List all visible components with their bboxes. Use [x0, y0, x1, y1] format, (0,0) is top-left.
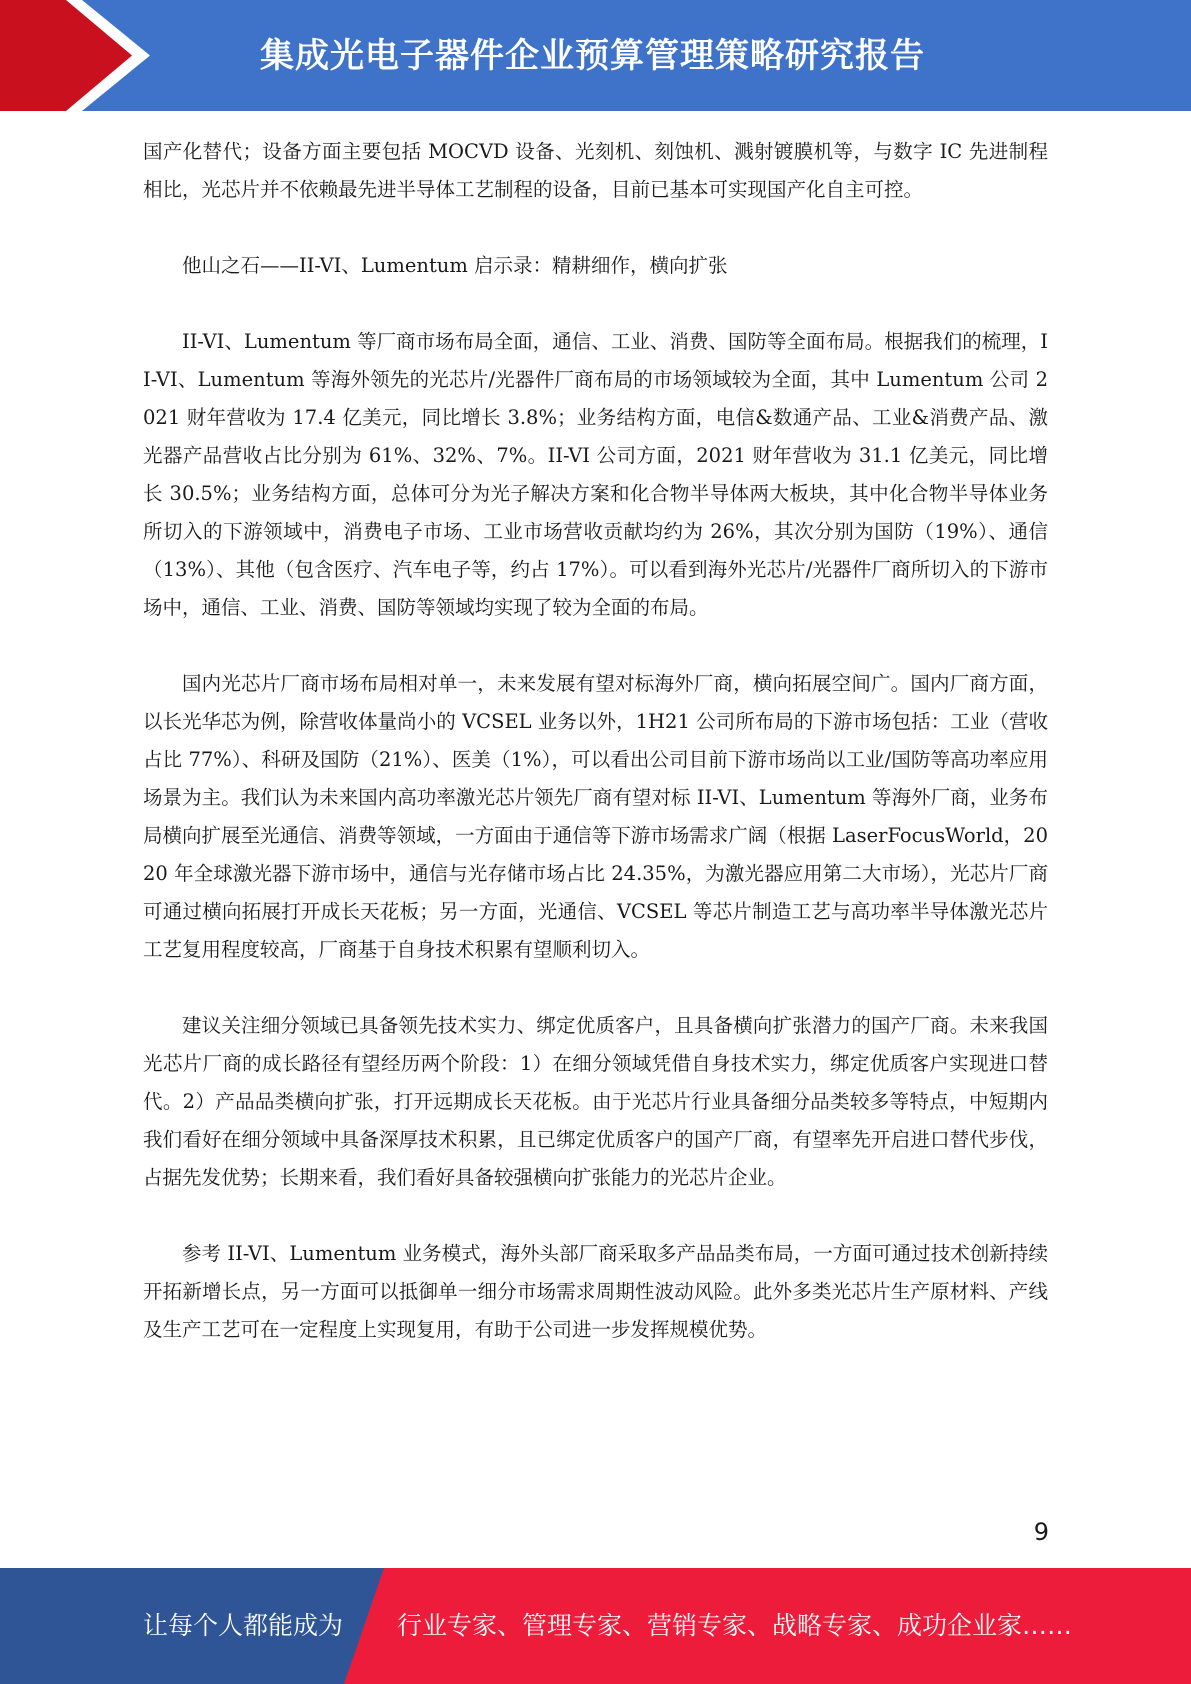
section-heading: 他山之石——II-VI、Lumentum 启示录：精耕细作，横向扩张 [182, 254, 728, 277]
paragraph-recommendation: 建议关注细分领域已具备领先技术实力、绑定优质客户，且具备横向扩张潜力的国产厂商。未来我国光芯片厂商的成长路径有望经历两个阶段：1）在细分领域凭借自身技术实力，绑定优质客户实现进口替代。2）产品品类横向扩张，打开远期成长天花板。由于光芯片行业具备细分品类较多等特点，中短期内我们看好在细分领域中具备深厚技术积累，且已绑定优质客户的国产厂商，有望率先开启进口替代步伐，占据先发优势；长期来看，我们看好具备较强横向扩张能力的光芯片企业。 [143, 1014, 1048, 1189]
footer-slogan-right: 行业专家、管理专家、营销专家、战略专家、成功企业家…… [397, 1611, 1073, 1640]
paragraph-domestic-layout: 国内光芯片厂商市场布局相对单一，未来发展有望对标海外厂商，横向拓展空间广。国内厂商方面，以长光华芯为例，除营收体量尚小的 VCSEL 业务以外，1H21 公司所布局的下游市场包括：工业（营收占比 77%）、科研及国防（21%）、医美（1%），可以看出公司目前下游市场尚以工业/国防等高功率应用场景为主。我们认为未来国内高功率激光芯片领先厂商有望对标 II-VI、Lumentum 等海外厂商，业务布局横向扩展至光通信、消费等领域，一方面由于通信等下游市场需求广阔（根据 LaserFocusWorld，2020 年全球激光器下游市场中，通信与光存储市场占比 24.35%，为激光器应用第二大市场），光芯片厂商可通过横向拓展打开成长天花板；另一方面，光通信、VCSEL 等芯片制造工艺与高功率半导体激光芯片工艺复用程度较高，厂商基于自身技术积累有望顺利切入。 [143, 672, 1048, 961]
paragraph-continuation: 国产化替代；设备方面主要包括 MOCVD 设备、光刻机、刻蚀机、溅射镀膜机等，与数字 IC 先进制程相比，光芯片并不依赖最先进半导体工艺制程的设备，目前已基本可实现国产化自主可控。 [143, 140, 1048, 201]
page-number: 9 [1033, 1518, 1049, 1546]
footer-slogan-left: 让每个人都能成为 [143, 1611, 344, 1640]
page-header-banner [0, 0, 1191, 111]
header-chevron-decoration [0, 0, 160, 111]
paragraph-overseas-layout: II-VI、Lumentum 等厂商市场布局全面，通信、工业、消费、国防等全面布局。根据我们的梳理，II-VI、Lumentum 等海外领先的光芯片/光器件厂商布局的市场领域较为全面，其中 Lumentum 公司 2021 财年营收为 17.4 亿美元，同比增长 3.8%；业务结构方面，电信&数通产品、工业&消费产品、激光器产品营收占比分别为 61%、32%、7%。II-VI 公司方面，2021 财年营收为 31.1 亿美元，同比增长 30.5%；业务结构方面，总体可分为光子解决方案和化合物半导体两大板块，其中化合物半导体业务所切入的下游领域中，消费电子市场、工业市场营收贡献均约为 26%，其次分别为国防（19%）、通信（13%）、其他（包含医疗、汽车电子等，约占 17%）。可以看到海外光芯片/光器件厂商所切入的下游市场中，通信、工业、消费、国防等领域均实现了较为全面的布局。 [143, 330, 1048, 619]
report-title: 集成光电子器件企业预算管理策略研究报告 [260, 36, 925, 76]
paragraph-business-model: 参考 II-VI、Lumentum 业务模式，海外头部厂商采取多产品品类布局，一方面可通过技术创新持续开拓新增长点，另一方面可以抵御单一细分市场需求周期性波动风险。此外多类光芯片生产原材料、产线及生产工艺可在一定程度上实现复用，有助于公司进一步发挥规模优势。 [143, 1242, 1048, 1341]
page-footer-banner [0, 1568, 1191, 1684]
report-body [143, 133, 1048, 1387]
